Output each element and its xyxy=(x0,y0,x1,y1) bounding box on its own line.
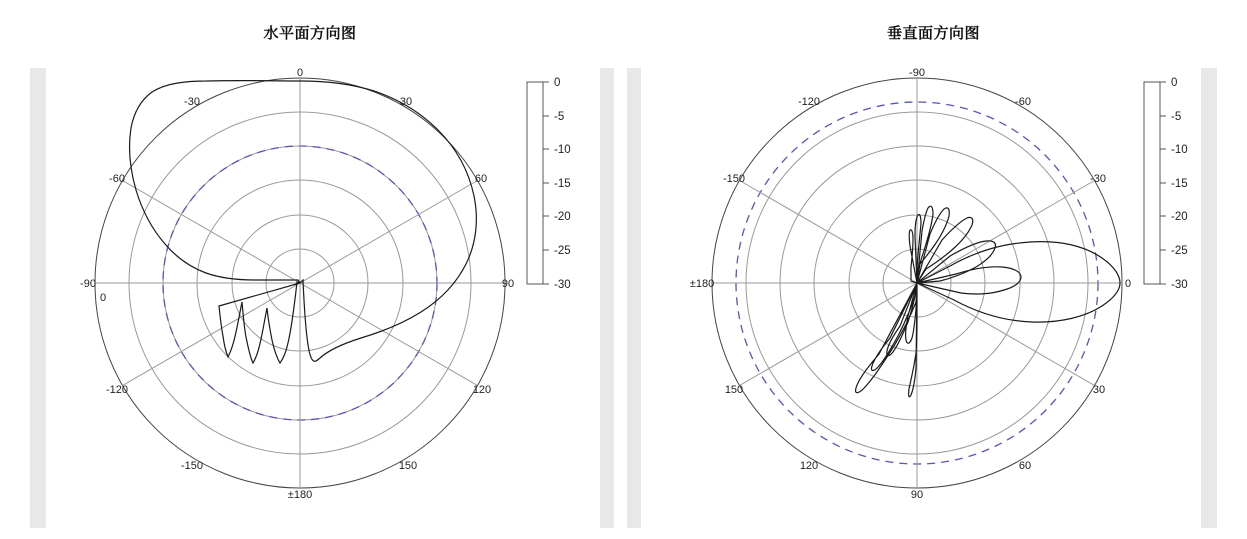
polar-chart-horizontal-svg xyxy=(0,68,620,528)
radial-scale-vertical xyxy=(1144,77,1188,291)
angle-tick-0: 0 xyxy=(296,68,304,79)
angle-tick-150: 150 xyxy=(724,384,744,396)
angle-tick-120: 120 xyxy=(799,460,819,472)
radial-tick-0: 0 xyxy=(1171,77,1178,89)
angle-tick-neg60: -60 xyxy=(1015,96,1031,108)
angle-tick-neg30: -30 xyxy=(1090,173,1106,185)
angle-tick-60: 60 xyxy=(1018,460,1032,472)
radial-tick-0: 0 xyxy=(554,77,561,89)
angle-tick-neg150: -150 xyxy=(722,173,746,185)
angle-tick-180: ±180 xyxy=(287,489,313,501)
angle-tick-neg60: -60 xyxy=(109,173,125,185)
radial-tick-10: -10 xyxy=(554,144,571,156)
angle-tick-neg30: -30 xyxy=(184,96,200,108)
polar-plot-vertical xyxy=(620,68,1247,528)
radial-tick-15: -15 xyxy=(554,178,571,190)
angle-tick-150: 150 xyxy=(398,460,418,472)
radial-tick-30: -30 xyxy=(1171,279,1188,291)
angle-tick-neg120: -120 xyxy=(105,384,129,396)
angle-tick-30: 30 xyxy=(399,96,413,108)
radial-tick-25: -25 xyxy=(554,245,571,257)
angle-tick-neg90: -90 xyxy=(80,278,96,290)
angle-tick-neg90: -90 xyxy=(909,68,925,79)
center-zero-label-horizontal: 0 xyxy=(99,292,107,304)
angle-tick-30: 30 xyxy=(1092,384,1106,396)
radial-tick-5: -5 xyxy=(554,111,565,123)
radial-tick-10: -10 xyxy=(1171,144,1188,156)
radial-scale-horizontal xyxy=(527,77,571,291)
angle-tick-neg120: -120 xyxy=(797,96,821,108)
polar-plot-horizontal xyxy=(0,68,620,528)
angle-tick-90: 90 xyxy=(501,278,515,290)
radial-tick-20: -20 xyxy=(1171,211,1188,223)
angle-tick-labels-vertical xyxy=(690,68,1131,501)
figure-horizontal-pattern xyxy=(0,0,620,539)
radial-tick-25: -25 xyxy=(1171,245,1188,257)
radial-tick-20: -20 xyxy=(554,211,571,223)
angle-tick-neg150: -150 xyxy=(180,460,204,472)
angle-tick-90: 90 xyxy=(910,489,924,501)
angle-tick-120: 120 xyxy=(472,384,492,396)
radial-tick-15: -15 xyxy=(1171,178,1188,190)
figure-vertical-pattern xyxy=(620,0,1247,539)
polar-chart-vertical-svg xyxy=(620,68,1247,528)
pattern-trace-horizontal xyxy=(130,81,477,363)
page-title-vertical: 垂直面方向图 xyxy=(886,25,980,42)
page-title-horizontal: 水平面方向图 xyxy=(263,25,357,42)
angle-tick-60: 60 xyxy=(474,173,488,185)
radial-tick-5: -5 xyxy=(1171,111,1182,123)
pattern-trace-vertical xyxy=(856,206,1120,397)
angle-tick-0: 0 xyxy=(1124,278,1132,290)
radial-tick-30: -30 xyxy=(554,279,571,291)
angle-tick-180: ±180 xyxy=(689,278,715,290)
